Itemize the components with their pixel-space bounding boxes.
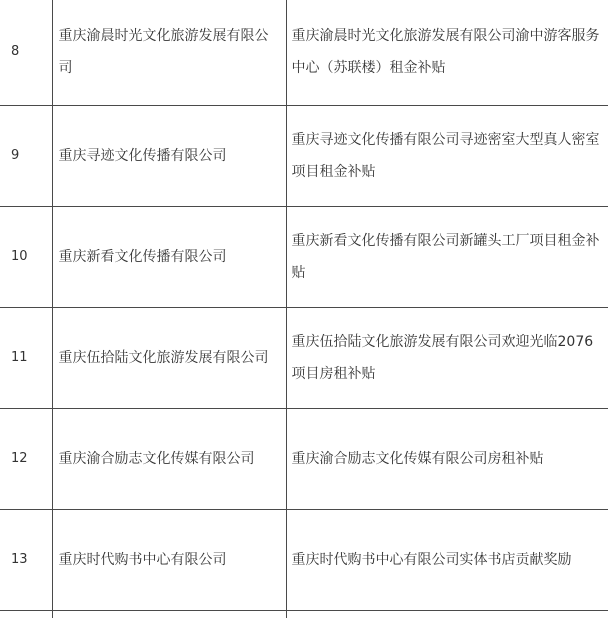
project-name: 重庆伍拾陆文化旅游发展有限公司欢迎光临2076项目房租补贴: [286, 307, 608, 408]
project-name: 重庆渝合励志文化传媒有限公司房租补贴: [286, 408, 608, 509]
row-number: 12: [0, 408, 52, 509]
table-row: [0, 307, 608, 408]
row-number: 13: [0, 509, 52, 610]
empty-cell: [286, 610, 608, 618]
empty-cell: [0, 610, 52, 618]
row-number: 11: [0, 307, 52, 408]
project-name: 重庆新看文化传播有限公司新罐头工厂项目租金补贴: [286, 206, 608, 307]
company-name: 重庆伍拾陆文化旅游发展有限公司: [52, 307, 286, 408]
company-name: 重庆渝合励志文化传媒有限公司: [52, 408, 286, 509]
company-name: 重庆寻迹文化传播有限公司: [52, 105, 286, 206]
project-name: 重庆时代购书中心有限公司实体书店贡献奖励: [286, 509, 608, 610]
table-row: [0, 0, 608, 105]
company-name: 重庆时代购书中心有限公司: [52, 509, 286, 610]
row-number: 10: [0, 206, 52, 307]
project-name: 重庆渝晨时光文化旅游发展有限公司渝中游客服务中心（苏联楼）租金补贴: [286, 0, 608, 105]
row-number: 8: [0, 0, 52, 105]
table-row-partial: [0, 610, 608, 618]
row-number: 9: [0, 105, 52, 206]
table-row: [0, 206, 608, 307]
table-row: [0, 509, 608, 610]
project-name: 重庆寻迹文化传播有限公司寻迹密室大型真人密室项目租金补贴: [286, 105, 608, 206]
table-row: [0, 408, 608, 509]
company-name: 重庆渝晨时光文化旅游发展有限公司: [52, 0, 286, 105]
table-row: [0, 105, 608, 206]
company-name: 重庆新看文化传播有限公司: [52, 206, 286, 307]
empty-cell: [52, 610, 286, 618]
